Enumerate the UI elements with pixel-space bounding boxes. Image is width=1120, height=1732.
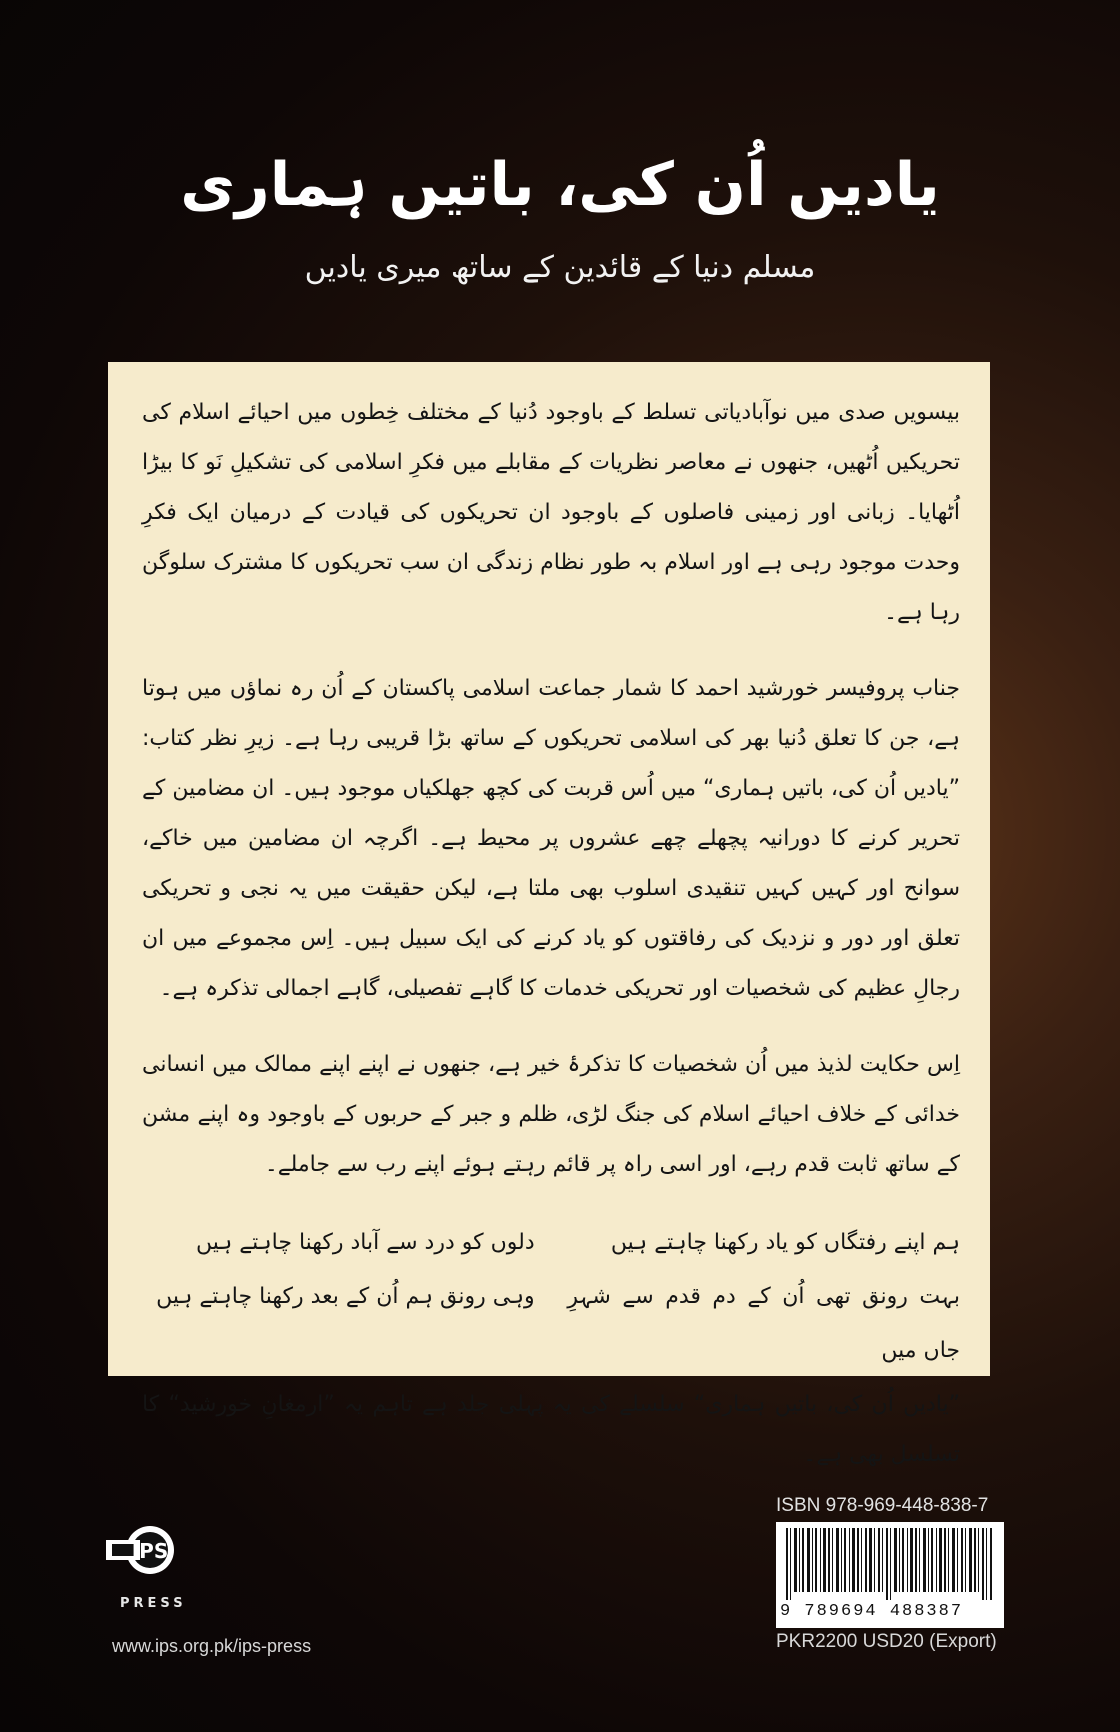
isbn-text: ISBN 978-969-448-838-7 (776, 1495, 989, 1516)
ips-logo-icon (104, 1520, 188, 1580)
book-title: یادیں اُن کی، باتیں ہماری (180, 150, 940, 220)
barcode (776, 1522, 1004, 1628)
press-label: PRESS (120, 1596, 187, 1611)
poetry-couplets (142, 1216, 960, 1378)
price-label: PKR2200 USD20 (Export) (776, 1631, 997, 1652)
couplet-line: دلوں کو درد سے آباد رکھنا چاہتے ہیں (195, 1230, 535, 1255)
barcode-bars-icon (784, 1528, 996, 1600)
blurb-paragraph-2: جناب پروفیسر خورشید احمد کا شمار جماعت اسلامی پاکستان کے اُن رہ نماؤں میں ہوتا ہے، جن کا تعلق دُنیا بھر کی اسلامی تحریکوں کے ساتھ بڑا قریبی رہا ہے۔ زیرِ نظر کتاب: ”یادیں اُن کی، باتیں ہماری“ میں اُس قربت کی کچھ جھلکیاں موجود ہیں۔ ان مضامین کے تحریر کرنے کا دورانیہ پچھلے چھے عشروں پر محیط ہے۔ اگرچہ ان مضامین میں خاکے، سوانح اور کہیں کہیں تنقیدی اسلوب بھی ملتا ہے، لیکن حقیقت میں یہ نجی و تحریکی تعلق اور دور و نزدیک کی رفاقتوں کو یاد کرنے کی ایک سبیل ہیں۔ اِس مجموعے میں ان رجالِ عظیم کی شخصیات اور تحریکی خدمات کا گاہے تفصیلی، گاہے اجمالی تذکرہ ہے۔ (142, 676, 960, 1001)
couplet-line: وہی رونق ہم اُن کے بعد رکھنا چاہتے ہیں (156, 1284, 535, 1309)
closing-note: ”یادیں اُن کی، باتیں ہماری“ سلسلے کی یہ پہلی جلد ہے تاہم یہ ”ارمغانِ خورشید“ کا تسلسل بھی ہے۔ (142, 1392, 960, 1467)
barcode-digits: 9 789694 488387 (780, 1602, 964, 1621)
blurb-paragraph-3: اِس حکایت لذیذ میں اُن شخصیات کا تذکرۂ خیر ہے، جنھوں نے اپنے اپنے ممالک میں انسانی خدائی کے خلاف احیائے اسلام کی جنگ لڑی، ظلم و جبر کے حربوں کے باوجود وہ اپنے مشن کے ساتھ ثابت قدم رہے، اور اسی راہ پر قائم رہتے ہوئے اپنے رب سے جاملے۔ (142, 1052, 960, 1177)
couplet (142, 1216, 960, 1270)
publisher-website: www.ips.org.pk/ips-press (112, 1636, 312, 1656)
couplet-line: بہت رونق تھی اُن کے دم قدم سے شہرِ جاں میں (567, 1284, 960, 1363)
blurb-paragraph-1: بیسویں صدی میں نوآبادیاتی تسلط کے باوجود دُنیا کے مختلف خِطوں میں احیائے اسلام کی تحریکیں اُٹھیں، جنھوں نے معاصر نظریات کے مقابلے میں فکرِ اسلامی کی تشکیلِ نَو کا بیڑا اُٹھایا۔ زبانی اور زمینی فاصلوں کے باوجود ان تحریکوں کی قیادت کے درمیان ایک فکرِ وحدت موجود رہی ہے اور اسلام بہ طور نظام زندگی ان سب تحریکوں کا مشترک سلوگن رہا ہے۔ (142, 400, 960, 625)
logo-text: IPS (131, 1539, 169, 1563)
couplet-line: ہم اپنے رفتگاں کو یاد رکھنا چاہتے ہیں (610, 1230, 960, 1255)
blurb-panel (108, 362, 990, 1467)
book-subtitle: مسلم دنیا کے قائدین کے ساتھ میری یادیں (304, 250, 816, 285)
couplet (142, 1270, 960, 1378)
